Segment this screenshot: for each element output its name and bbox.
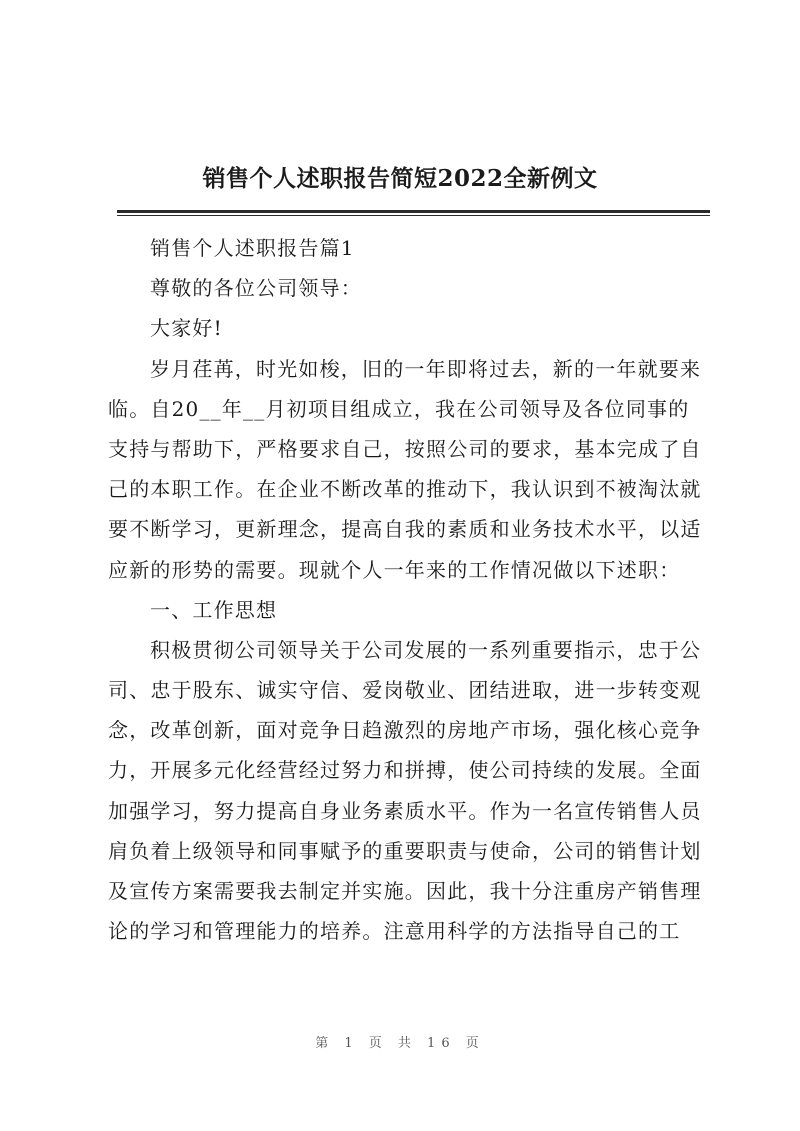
text-line: 司、忠于股东、诚实守信、爱岗敬业、团结进取，进一步转变观	[108, 678, 702, 703]
text-line: 肩负着上级领导和同事赋予的重要职责与使命，公司的销售计划	[108, 838, 702, 863]
document-body	[108, 228, 713, 951]
text-line: 销售个人述职报告篇1	[150, 236, 355, 260]
title-divider	[117, 210, 710, 213]
text-line: 尊敬的各位公司领导：	[150, 276, 362, 301]
text-line: 岁月荏苒，时光如梭，旧的一年即将过去，新的一年就要来	[150, 356, 702, 381]
page-title: 销售个人述职报告简短2022全新例文	[202, 165, 598, 192]
text-line: 临。自20__年__月初项目组成立，我在公司领导及各位同事的	[108, 396, 690, 421]
text-line: 应新的形势的需要。现就个人一年来的工作情况做以下述职：	[108, 557, 681, 582]
text-line: 要不断学习，更新理念，提高自我的素质和业务技术水平，以适	[108, 517, 702, 542]
text-line: 己的本职工作。在企业不断改革的推动下，我认识到不被淘汰就	[108, 477, 702, 502]
text-line: 加强学习，努力提高自身业务素质水平。作为一名宣传销售人员	[108, 798, 702, 823]
page-number: 第 1 页 共 16 页	[315, 1036, 485, 1051]
text-line: 支持与帮助下，严格要求自己，按照公司的要求，基本完成了自	[108, 436, 702, 461]
text-line: 大家好!	[150, 316, 223, 341]
text-line: 积极贯彻公司领导关于公司发展的一系列重要指示，忠于公	[150, 637, 702, 662]
text-line: 念，改革创新，面对竞争日趋激烈的房地产市场，强化核心竞争	[108, 718, 702, 743]
text-line: 论的学习和管理能力的培养。注意用科学的方法指导自己的工	[108, 919, 681, 944]
text-line: 力，开展多元化经营经过努力和拼搏，使公司持续的发展。全面	[108, 758, 702, 783]
text-line: 一、工作思想	[150, 597, 278, 622]
text-line: 及宣传方案需要我去制定并实施。因此，我十分注重房产销售理	[108, 879, 702, 903]
